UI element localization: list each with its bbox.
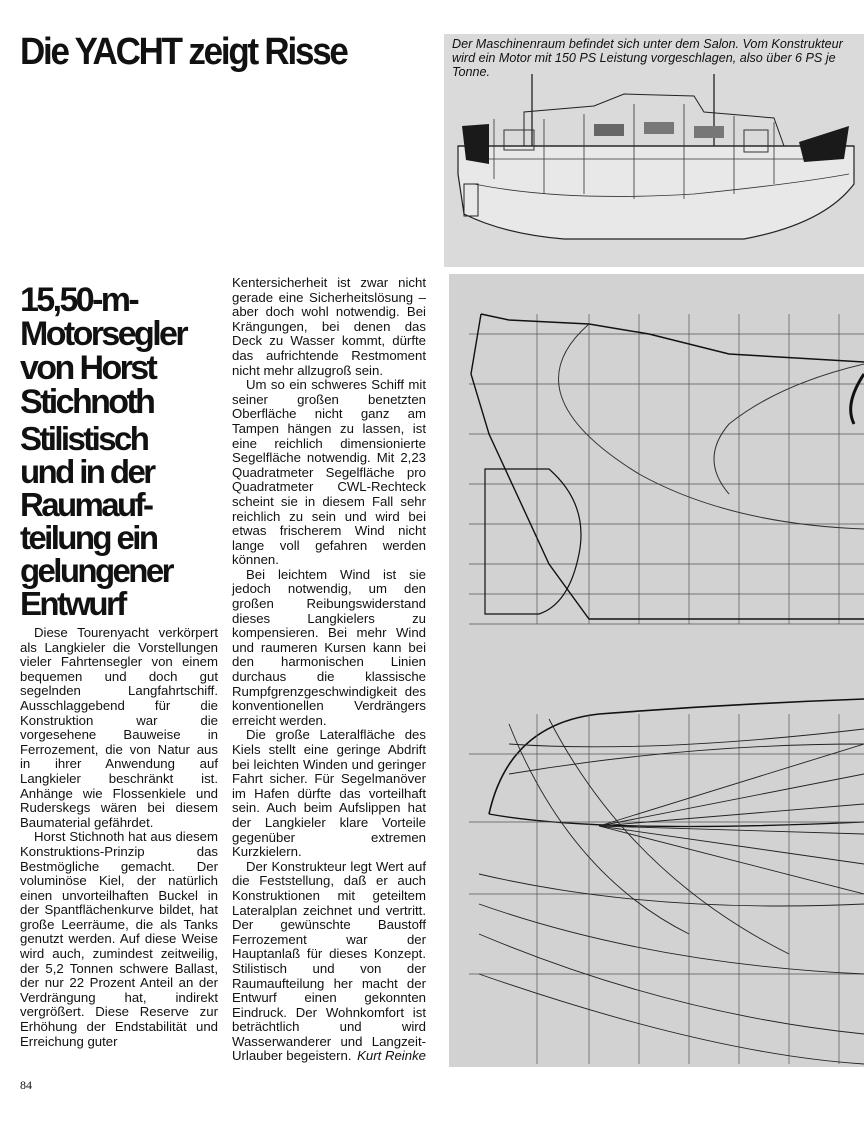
article-subheadline	[20, 422, 220, 620]
body-paragraph: Die große Lateralfläche des Kiels stellt eine geringe Abdrift bei leichten Winden und geringer Fahrt sicher. Für Segelmanöver im Hafen dürfte das vorteilhaft sein. Auch beim Aufslippen hat der Langkieler klare Vorteile gegenüber extremen Kurzkielern.	[232, 727, 426, 860]
magazine-column-title: Die YACHT zeigt Risse	[20, 31, 347, 73]
figure-caption: Der Maschinenraum befindet sich unter dem Salon. Vom Konstrukteur wird ein Motor mit 150 PS Leistung vorgeschlagen, also über 6 PS je Tonne.	[452, 37, 843, 79]
subhead-line: Stilistisch	[20, 420, 148, 457]
body-paragraph: Diese Tourenyacht verkörpert als Langkieler die Vorstellungen vieler Fahrtensegler von einem bequemen und doch gut segelnden Langfahrtschiff. Ausschlaggebend für die Konstruktion war die vorgesehene Bauweise in Ferrozement, die von Natur aus in ihrer Anwendung auf Langkieler beschränkt ist. Anhänge wie Flossenkiele und Ruderskegs wären bei diesem Baumaterial gefährdet.	[20, 625, 218, 830]
subhead-line: Entwurf	[20, 585, 125, 622]
page-number: 84	[20, 1078, 32, 1092]
author-byline: Kurt Reinke	[357, 1048, 426, 1064]
body-paragraph: Horst Stichnoth hat aus diesem Konstruktions-Prinzip das Bestmögliche gemacht. Der voluminöse Kiel, der natürlich einen unvorteilhaften Buckel in der Spantflächenkurve bildet, hat große Leerräume, die als Tanks genutzt werden. Auf diese Weise wird auch, zumindest zeitweilig, der 5,2 Tonnen schwere Ballast, der nur 22 Prozent Anteil an der Verdrängung hat, indirekt vergrößert. Diese Reserve zur Erhöhung der Endstabilität und Erreichung guter	[20, 829, 218, 1049]
article-column-2	[232, 276, 426, 1064]
subhead-line: gelungener	[20, 552, 172, 589]
subhead-line: teilung ein	[20, 519, 157, 556]
lines-plan-drawing	[449, 274, 864, 1067]
headline-line: 15,50-m-	[20, 281, 138, 319]
article-headline	[20, 283, 220, 419]
article-column-1	[20, 626, 218, 1049]
subhead-line: Raumauf-	[20, 486, 152, 523]
headline-line: von Horst	[20, 349, 156, 387]
body-paragraph: Der Konstrukteur legt Wert auf die Feststellung, daß er auch Konstruktionen mit geteiltem Lateralplan zeichnet und vertritt. Der gewünschte Baustoff Ferrozement war der Hauptanlaß für dieses Konzept. Stilistisch und von der Raumaufteilung her macht der Entwurf einen gekonnten Eindruck. Der Wohnkomfort ist beträchtlich und wird Wasserwanderer und Langzeit-Urlauber begeistern.	[232, 858, 426, 1064]
headline-line: Stichnoth	[20, 383, 154, 421]
body-paragraph: Bei leichtem Wind ist sie jedoch notwendig, um den großen Reibungswiderstand dieses Langkielers zu kompensieren. Bei mehr Wind und raumeren Kursen kann bei den harmonischen Linien durchaus die klassische Rumpfgrenzgeschwindigkeit des konventionellen Verdrängers erreicht werden.	[232, 566, 426, 728]
body-paragraph: Um so ein schweres Schiff mit seiner großen benetzten Oberfläche nicht ganz am Tampen hängen zu lassen, ist eine reichlich dimensionierte Segelfläche notwendig. Mit 2,23 Quadratmeter Segelfläche pro Quadratmeter CWL-Rechteck scheint sie in diesem Fall sehr reichlich zu sein und wird bei etwas frischerem Wind nicht lange voll gefahren werden können.	[232, 377, 426, 568]
subhead-line: und in der	[20, 453, 154, 490]
headline-line: Motorsegler	[20, 315, 186, 353]
body-paragraph: Kentersicherheit ist zwar nicht gerade eine Sicherheitslösung – aber doch wohl notwendig. Bei Krängungen, bei denen das Deck zu Wasser kommt, dürfte das aufrichtende Restmoment nicht mehr allzugroß sein.	[232, 275, 426, 378]
